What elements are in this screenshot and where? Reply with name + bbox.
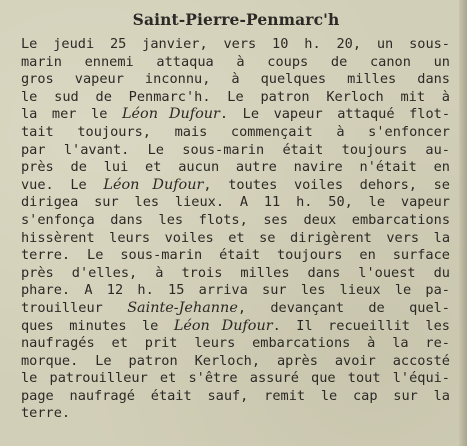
article-text: Le jeudi 25 janvier, vers 10 h. 20, un sous- [21, 36, 450, 52]
article-title: Saint-Pierre-Penmarc'h [132, 10, 340, 29]
article-line [21, 159, 450, 177]
article-text: s'enfonça dans les flots, ses deux embarcations [21, 211, 450, 228]
article-text: hissèrent leurs voiles et se dirigèrent vers la [21, 229, 450, 246]
article-line [21, 265, 450, 283]
article-line [21, 212, 450, 230]
article-line [21, 142, 450, 160]
article-text: terre. [21, 405, 71, 422]
article-text: ques minutes le [21, 317, 174, 334]
ship-name: Léon Dufour [121, 106, 220, 123]
article-line [21, 300, 450, 318]
article-text: tait toujours, mais commençait à s'enfoncer [21, 123, 450, 140]
article-line [21, 370, 450, 388]
article-line [21, 106, 450, 124]
article-line [21, 71, 450, 89]
article-text: phare. A 12 h. 15 arriva sur les lieux le pa- [21, 282, 450, 299]
article-text: morque. Le patron Kerloch, après avoir accosté [21, 352, 450, 369]
article-line [21, 89, 450, 107]
article-text: gros vapeur inconnu, à quelques milles dans [21, 71, 450, 88]
article-text: , toutes voiles dehors, se [203, 176, 450, 193]
article-line [21, 230, 450, 248]
article-line [21, 124, 450, 142]
article-line [21, 194, 450, 212]
article-text: , devançant de quel- [237, 299, 450, 316]
article-text: dirigea sur les lieux. A 11 h. 50, le vapeur [21, 194, 450, 211]
article-line [21, 247, 450, 265]
article-body [21, 36, 451, 423]
article-line [21, 405, 450, 423]
article-text: la mer le [21, 106, 122, 123]
article-line [21, 388, 450, 406]
article-line [21, 353, 450, 371]
article-text: marin ennemi attaqua à coups de canon un [21, 53, 450, 70]
article-line [21, 54, 450, 72]
article-text: par l'avant. Le sous-marin était toujours au- [21, 141, 450, 158]
article-text: le sud de Penmarc'h. Le patron Kerloch mit à [21, 88, 450, 105]
article-line [21, 282, 450, 300]
ship-name: Léon Dufour [103, 176, 204, 193]
article-text: . Il recueillit les [272, 317, 450, 334]
ship-name: Sainte-Jehanne [127, 299, 238, 316]
article-line [21, 36, 450, 54]
article-line [21, 335, 450, 353]
article-text: terre. Le sous-marin était toujours en surface [21, 247, 450, 264]
article-text: trouilleur [21, 299, 128, 316]
article-text: le patrouilleur et s'être assuré que tout l'équi- [21, 370, 450, 387]
article-text: . Le vapeur attaqué flot- [219, 106, 450, 123]
article-text: vue. Le [21, 176, 104, 193]
article-line [21, 177, 450, 195]
article-text: page naufragé était sauf, remit le cap sur la [21, 387, 450, 404]
article-line [21, 318, 450, 336]
page-edge-shadow [459, 0, 467, 446]
article-text: près de lui et aucun autre navire n'était en [21, 159, 450, 176]
ship-name: Léon Dufour [173, 317, 273, 334]
article-text: naufragés et prit leurs embarcations à la re- [21, 335, 450, 352]
article-text: près d'elles, à trois milles dans l'ouest du [21, 264, 450, 281]
